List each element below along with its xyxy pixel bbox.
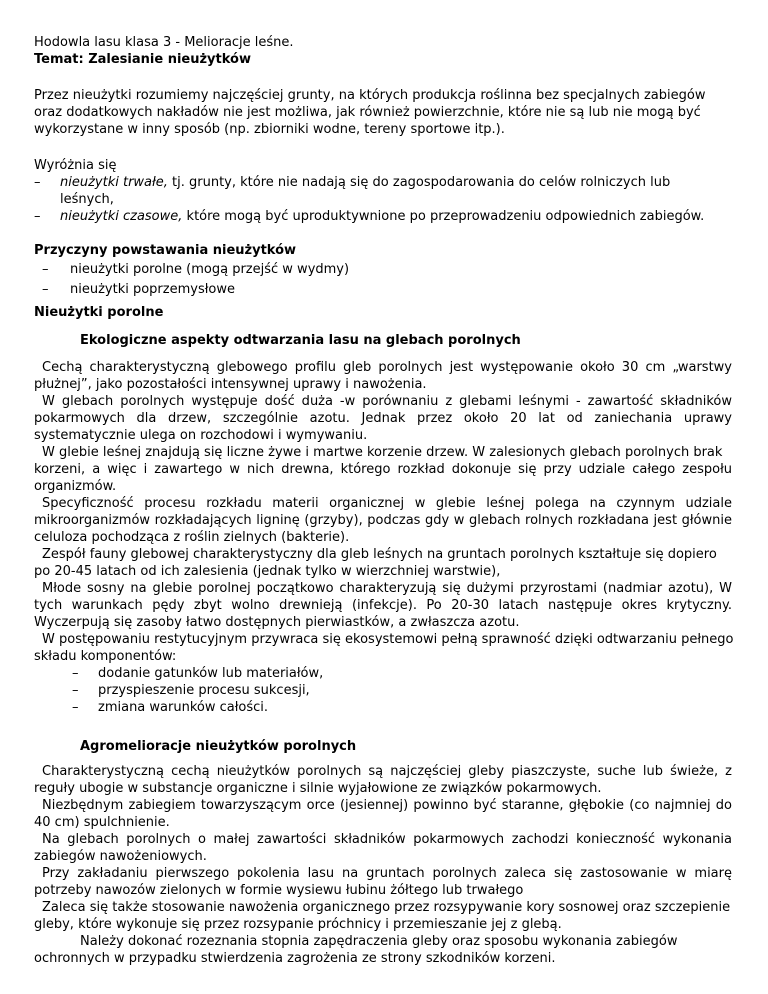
paragraph-line: gleby, które wykonuje się przez rozsypanie próchnicy i przemieszanie jej z glebą. — [34, 917, 562, 932]
paragraph-line: Niezbędnym zabiegiem towarzyszącym orce (jesiennej) powinno być staranne, głębokie (co najmniej do — [42, 798, 732, 814]
paragraph-line: mikroorganizmów rozkładających ligninę (grzyby), podczas gdy w glebach rolnych rozkładana jest głównie — [34, 512, 732, 528]
section2-heading: Agromelioracje nieużytków porolnych — [80, 739, 357, 755]
paragraph-line: Specyficzność procesu rozkładu materii organicznej w glebie leśnej polega na czynnym udziale — [42, 495, 732, 511]
intro-line: oraz dodatkowych nakładów nie jest możliwa, jak również powierzchnie, które nie są lub nie mogą być — [34, 104, 701, 120]
term-temporary-desc: które mogą być uproduktywnione po przeprowadzeniu odpowiednich zabiegów. — [182, 208, 705, 224]
types-lead: Wyróżnia się — [34, 157, 117, 173]
paragraph-line: składu komponentów: — [34, 648, 177, 664]
paragraph-line: 40 cm) spulchnienie. — [34, 815, 170, 831]
paragraph-line: Charakterystyczną cechą nieużytków porolnych są najczęściej gleby piaszczyste, suche lub świeże, z — [42, 764, 732, 780]
intro-line: wykorzystane w inny sposób (np. zbiorniki wodne, tereny sportowe itp.). — [34, 121, 505, 137]
term-permanent: nieużytki trwałe, — [60, 174, 168, 190]
paragraph-line: korzeni, a więc i zawartego w nich drewna, którego rozkład dokonuje się przy udziale całego zespołu — [34, 461, 732, 477]
paragraph-line: W glebach porolnych występuje dość duża -w porównaniu z glebami leśnymi - zawartość składników — [42, 393, 732, 409]
paragraph-line: płużnej”, jako pozostałości intensywnej uprawy i nawożenia. — [34, 376, 427, 392]
paragraph-line: zabiegów nawożeniowych. — [34, 849, 207, 864]
term-permanent-desc: tj. grunty, które nie nadają się do zagospodarowania do celów rolniczych lub — [167, 174, 671, 190]
paragraph-line: Należy dokonać rozeznania stopnia zapędraczenia gleby oraz sposobu wykonania zabiegów — [80, 934, 678, 949]
paragraph-line: potrzeby nawozów zielonych w formie wysiewu łubinu żółtego lub trwałego — [34, 883, 524, 898]
paragraph-line: Zespół fauny glebowej charakterystyczny dla gleb leśnych na gruntach porolnych kształtuje się dopiero — [42, 546, 717, 562]
causes-heading: Przyczyny powstawania nieużytków — [34, 242, 297, 258]
paragraph-line: reguły ubogie w substancje organiczne i silnie wyjałowione ze związków pokarmowych. — [34, 781, 602, 797]
paragraph-line: Młode sosny na glebie porolnej początkowo charakteryzują się dużymi przyrostami (nadmiar azotu), W — [42, 580, 732, 596]
paragraph-line: celuloza pochodząca z roślin zielnych (bakterie). — [34, 529, 350, 545]
paragraph-line: Cechą charakterystyczną glebowego profilu gleb porolnych jest występowanie około 30 cm „warstwy — [42, 359, 732, 375]
intro-line: Przez nieużytki rozumiemy najczęściej grunty, na których produkcja roślinna bez specjalnych zabiegów — [34, 87, 706, 103]
dash-bullet: – — [34, 208, 41, 224]
paragraph-line: ochronnych w przypadku stwierdzenia zagrożenia ze strony szkodników korzeni. — [34, 951, 556, 966]
paragraph-line: W glebie leśnej znajdują się liczne żywe i martwe korzenie drzew. W zalesionych glebach porolnych brak — [42, 444, 723, 460]
paragraph-line: po 20-45 latach od ich zalesienia (jednak tylko w wierzchniej warstwie), — [34, 563, 501, 579]
term-temporary: nieużytki czasowe, — [60, 208, 183, 224]
section1-heading: Nieużytki porolne — [34, 305, 164, 321]
paragraph-line: organizmów. — [34, 478, 117, 494]
paragraph-line: Przy zakładaniu pierwszego pokolenia lasu na gruntach porolnych zaleca się zastosowanie w miarę — [42, 866, 732, 881]
paragraph-line: W postępowaniu restytucyjnym przywraca się ekosystemowi pełną sprawność dzięki odtwarzaniu pełnego — [42, 631, 734, 647]
paragraph-line: Na glebach porolnych o małej zawartości składników pokarmowych zachodzi konieczność wykonania — [42, 832, 732, 847]
section1-subheading: Ekologiczne aspekty odtwarzania lasu na glebach porolnych — [80, 333, 521, 349]
paragraph-line: pokarmowych dla drzew, szczególnie azotu. Jednak przez około 20 lat od zaniechania uprawy — [34, 410, 732, 426]
dash-bullet: – — [34, 174, 41, 190]
paragraph-line: systematycznie ulega on rozchodowi i wymywaniu. — [34, 427, 368, 443]
paragraph-line: tych warunkach pędy zbyt wolno drewnieją (infekcje). Po 20-30 latach następuje okres krytyczny. — [34, 597, 732, 613]
types-item-1-cont: leśnych, — [60, 191, 114, 207]
paragraph-line: Wyczerpują się zasoby łatwo dostępnych pierwiastków, a zwłaszcza azotu. — [34, 614, 520, 630]
course-title: Hodowla lasu klasa 3 - Melioracje leśne. — [34, 34, 294, 50]
paragraph-line: Zaleca się także stosowanie nawożenia organicznego przez rozsypywanie kory sosnowej oraz szczepienie — [42, 900, 731, 915]
topic-title: Temat: Zalesianie nieużytków — [34, 51, 251, 67]
